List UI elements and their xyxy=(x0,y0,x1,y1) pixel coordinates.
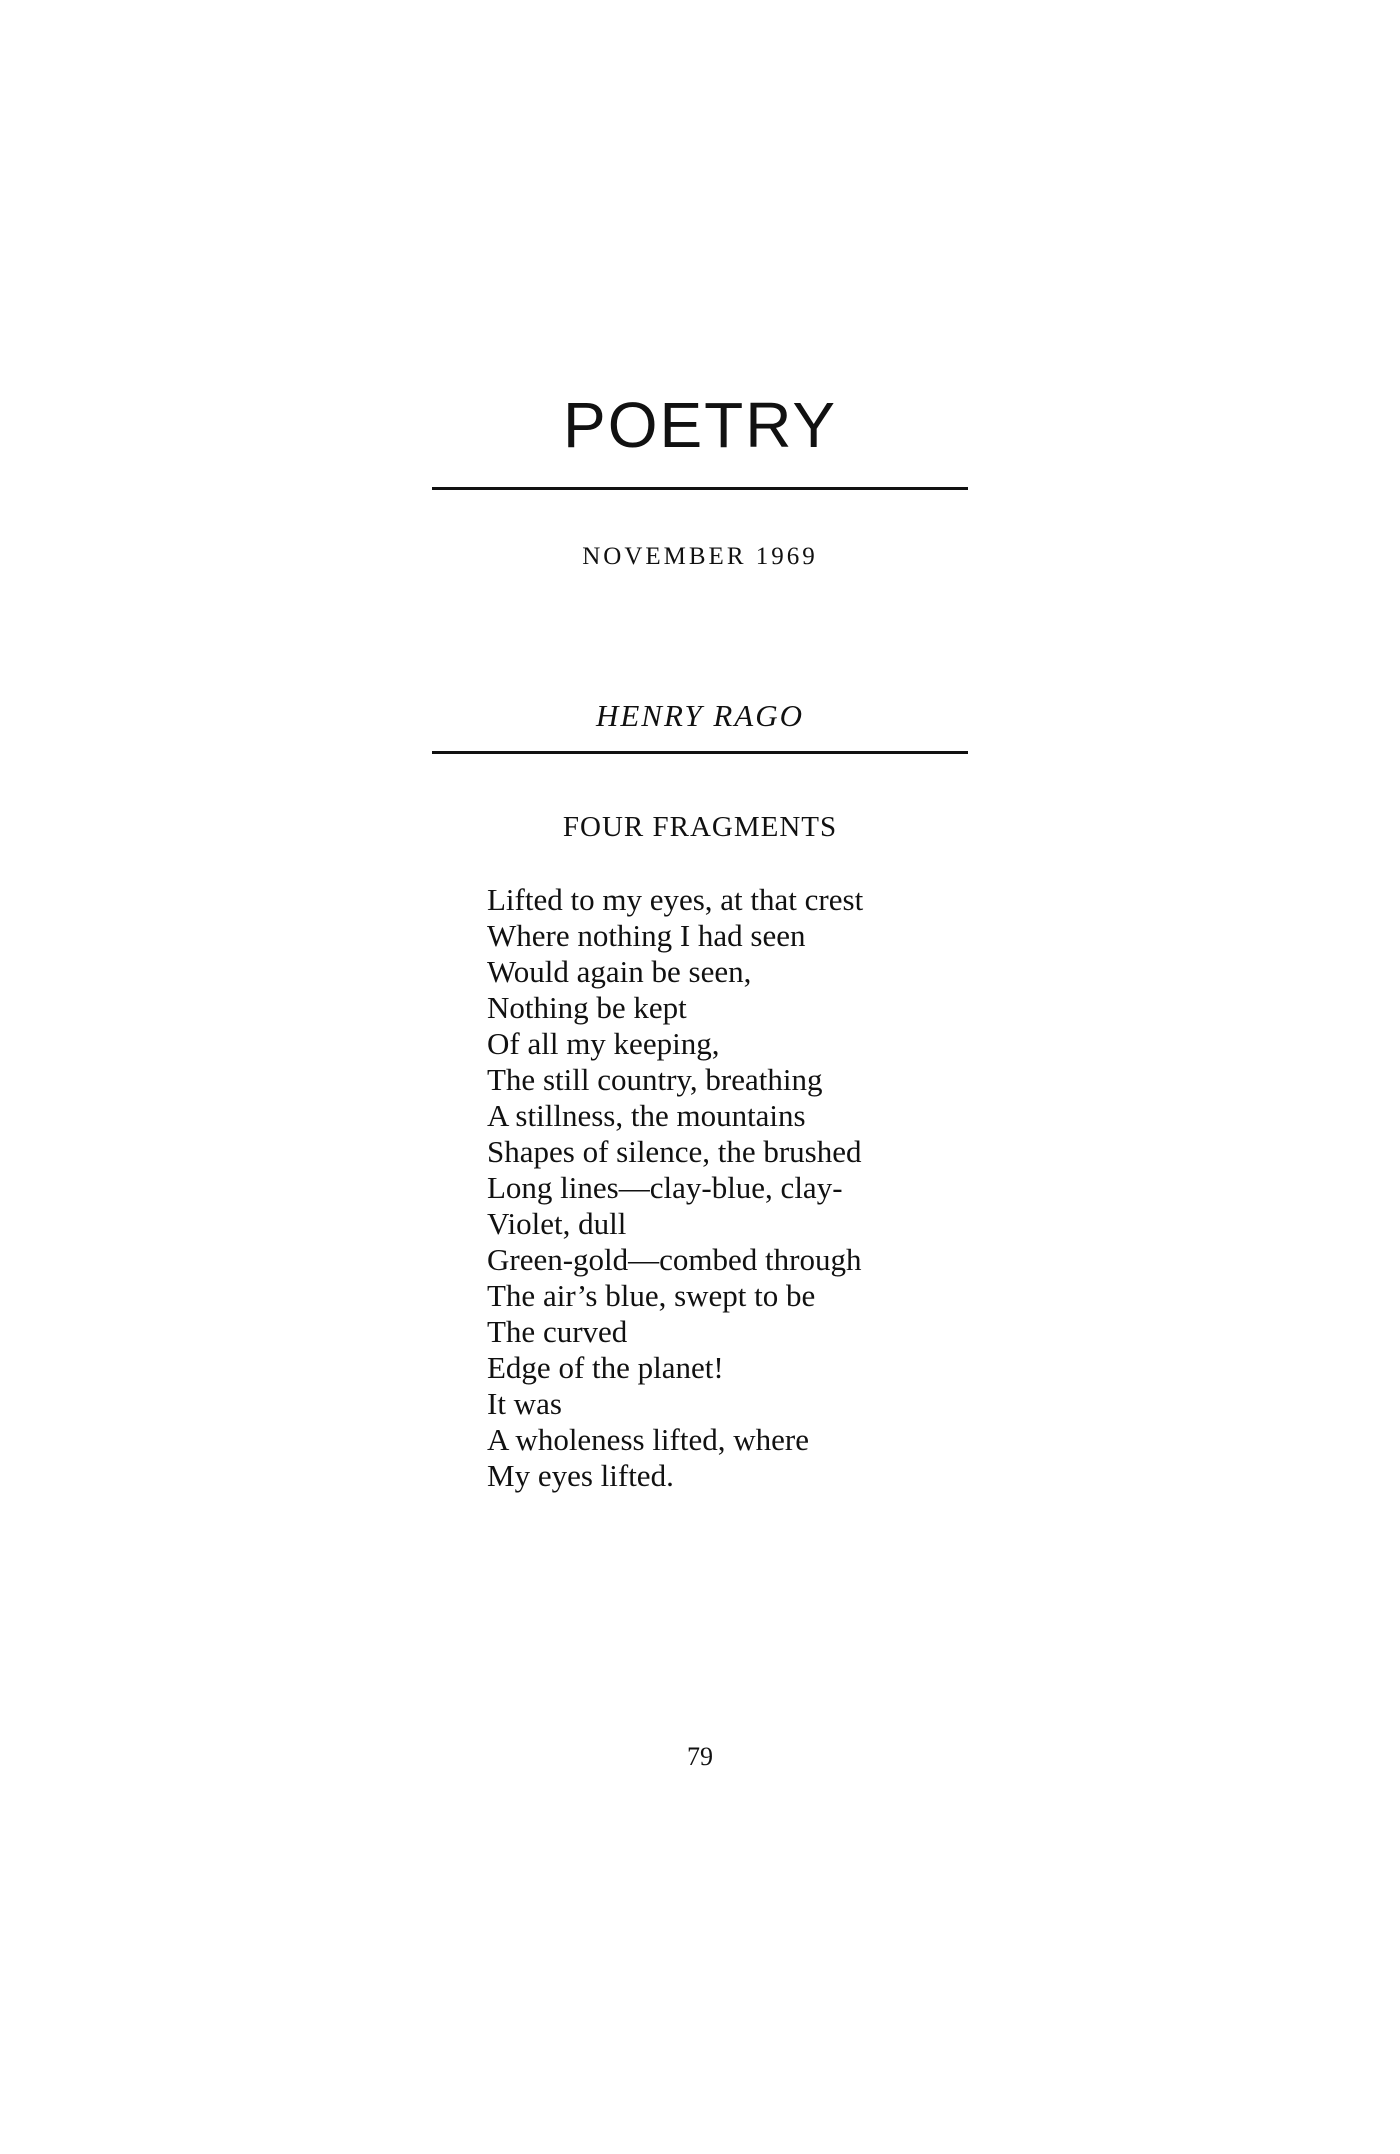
poem-line: Lifted to my eyes, at that crest xyxy=(487,882,864,917)
poem-title: FOUR FRAGMENTS xyxy=(562,811,838,843)
poem-line: Would again be seen, xyxy=(487,954,752,989)
poem-line: Nothing be kept xyxy=(487,990,687,1025)
poem-line: Of all my keeping, xyxy=(487,1026,720,1061)
author-rule xyxy=(432,751,968,754)
poem-line: It was xyxy=(487,1386,562,1421)
poem-line: Where nothing I had seen xyxy=(487,918,806,953)
poem-line: Green-gold—combed through xyxy=(487,1242,862,1277)
title-rule xyxy=(432,487,968,490)
issue-date: NOVEMBER 1969 xyxy=(582,543,818,570)
poem-line: A stillness, the mountains xyxy=(487,1098,806,1133)
poem-line: The curved xyxy=(487,1314,628,1349)
poem-line: A wholeness lifted, where xyxy=(487,1422,809,1457)
poem-line: Violet, dull xyxy=(487,1206,627,1241)
poem-line: My eyes lifted. xyxy=(487,1458,674,1493)
poem-line: Shapes of silence, the brushed xyxy=(487,1134,862,1169)
poem-line: Edge of the planet! xyxy=(487,1350,724,1385)
poem-body xyxy=(487,882,1087,1494)
page-number: 79 xyxy=(687,1742,713,1771)
poem-line: Long lines—clay-blue, clay- xyxy=(487,1170,843,1205)
poem-line: The air’s blue, swept to be xyxy=(487,1278,816,1313)
journal-title: POETRY xyxy=(563,389,837,461)
poem-line: The still country, breathing xyxy=(487,1062,823,1097)
author-name: HENRY RAGO xyxy=(595,698,804,733)
